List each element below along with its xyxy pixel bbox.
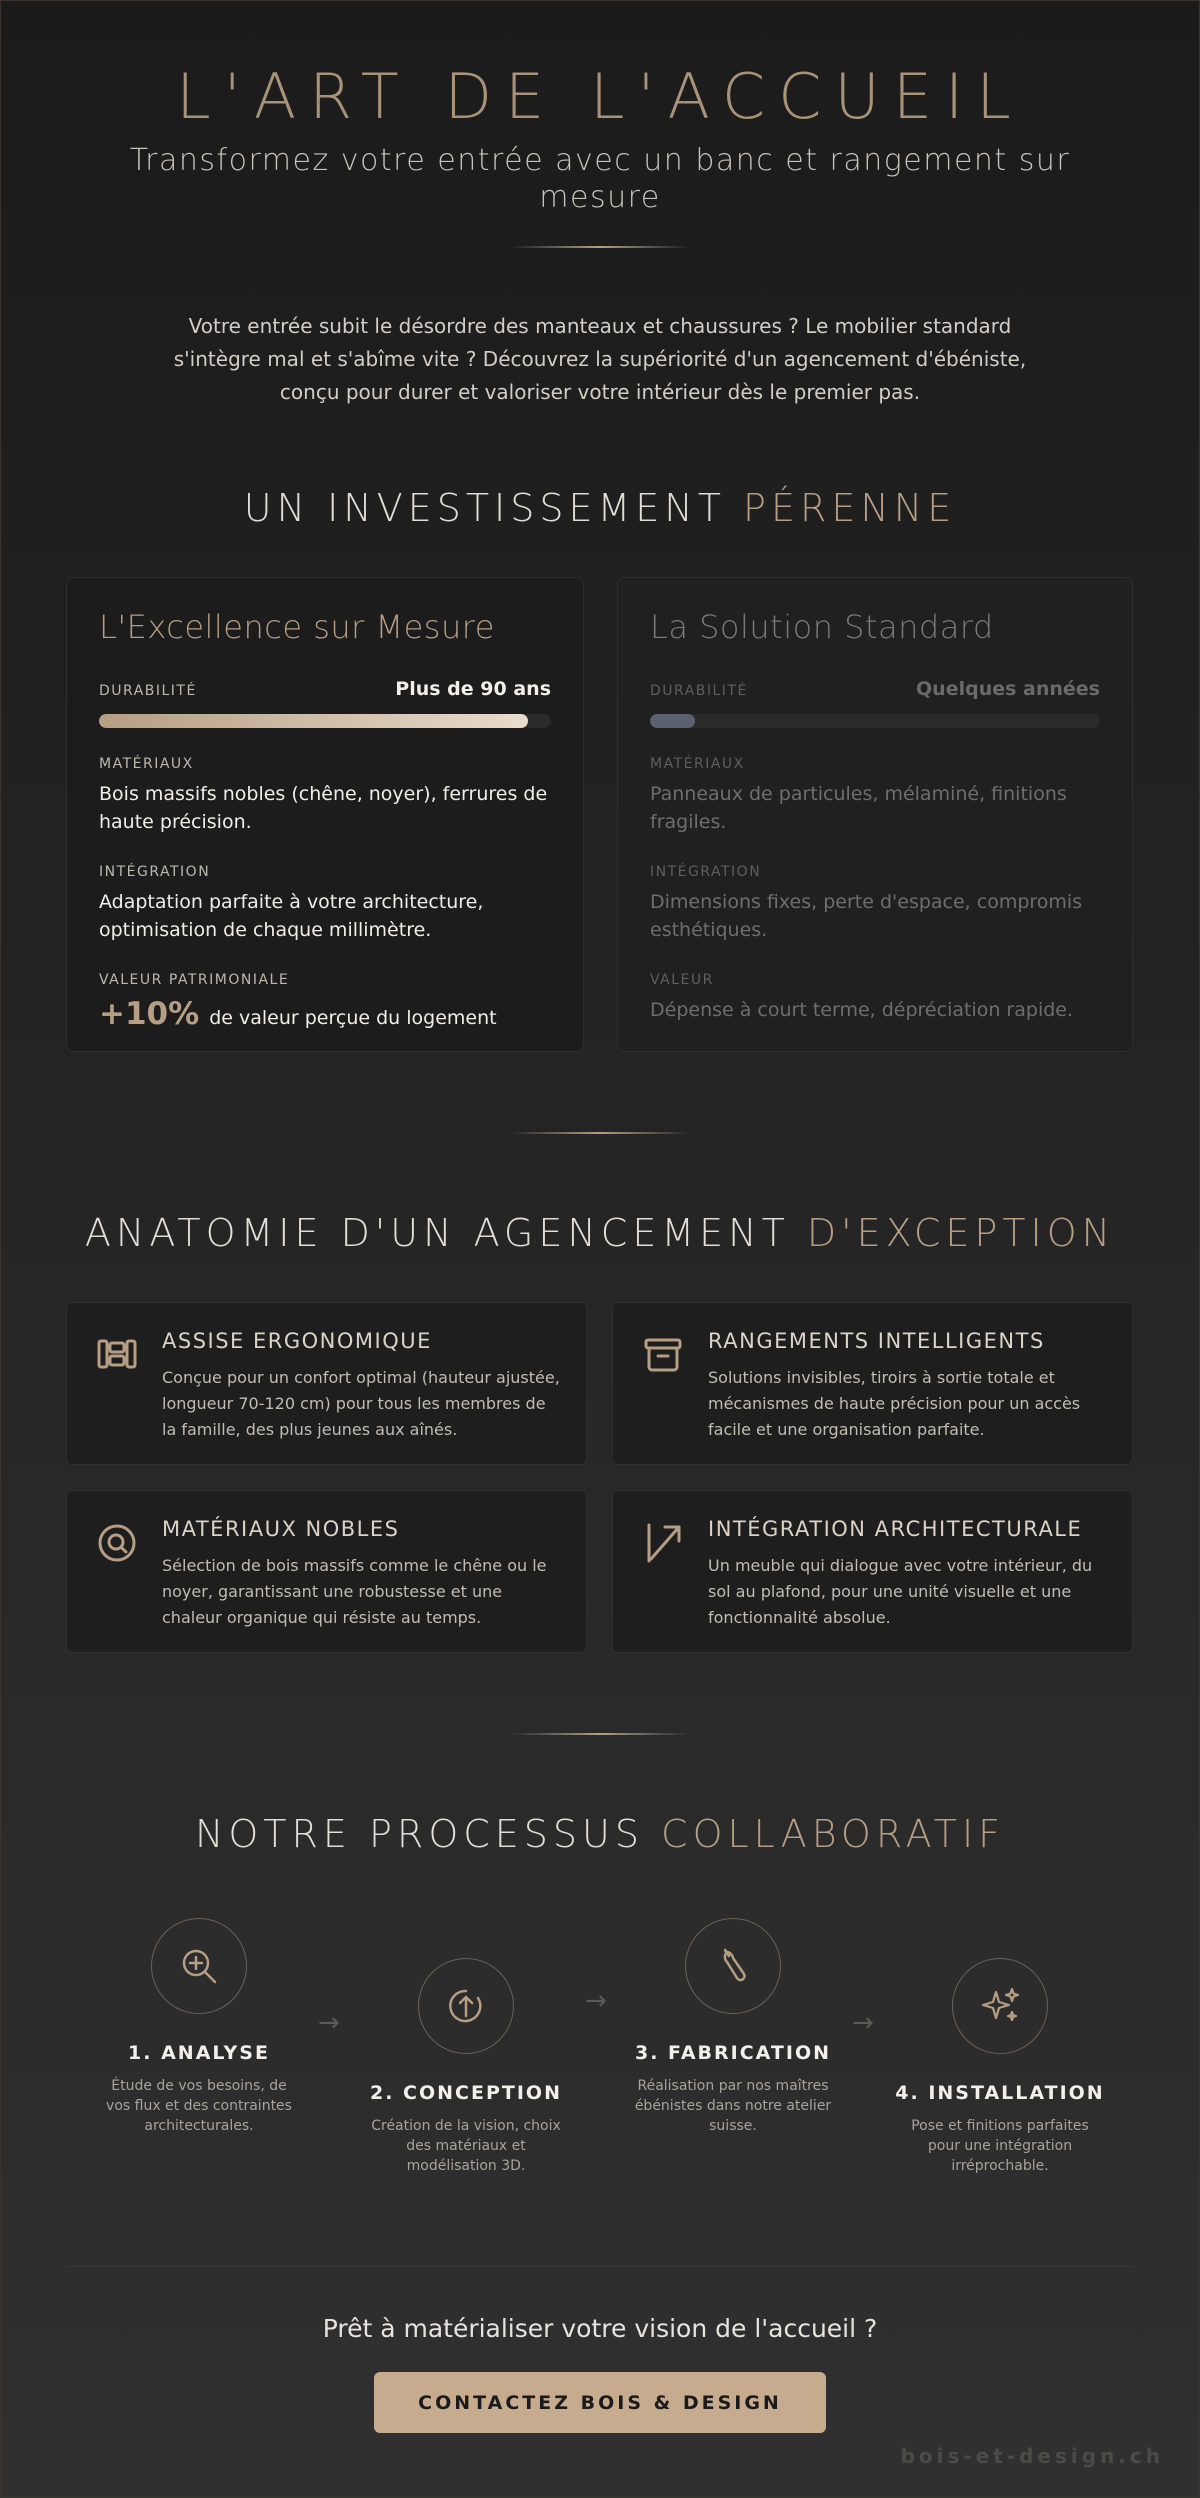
value-label: VALEUR xyxy=(650,972,714,988)
materials-label: MATÉRIAUX xyxy=(650,756,745,772)
step-text: Pose et finitions parfaites pour une intégration irréprochable. xyxy=(911,2118,1089,2174)
feature-card-storage xyxy=(612,1302,1133,1465)
integration-text: Dimensions fixes, perte d'espace, compromis esthétiques. xyxy=(650,891,1083,941)
step-text: Réalisation par nos maîtres ébénistes dans notre atelier suisse. xyxy=(634,2078,832,2134)
value-text: de valeur perçue du logement xyxy=(209,1007,497,1029)
durability-bar xyxy=(99,714,551,728)
durability-value: Plus de 90 ans xyxy=(395,678,551,700)
process-step-installation xyxy=(880,1958,1120,2176)
value-label: VALEUR PATRIMONIALE xyxy=(99,972,290,988)
section-title-accent: PÉRENNE xyxy=(743,486,957,530)
integration-label: INTÉGRATION xyxy=(99,864,211,880)
process-step-analysis xyxy=(79,1918,319,2136)
process-step-design xyxy=(346,1958,586,2176)
contact-button[interactable]: CONTACTEZ BOIS & DESIGN xyxy=(374,2372,826,2433)
page-title: L'ART DE L'ACCUEIL xyxy=(176,60,1024,133)
section-title-main: UN INVESTISSEMENT xyxy=(243,486,744,530)
page-subtitle: Transformez votre entrée avec un banc et rangement sur mesure xyxy=(129,143,1071,215)
step-title: 1. ANALYSE xyxy=(128,2042,270,2064)
materials-text: Bois massifs nobles (chêne, noyer), ferrures de haute précision. xyxy=(99,783,548,833)
divider xyxy=(510,246,690,248)
arrow-icon: → xyxy=(318,2008,340,2038)
section-title-main: NOTRE PROCESSUS xyxy=(194,1812,662,1856)
arrow-icon: → xyxy=(585,1986,607,2016)
step-title: 4. INSTALLATION xyxy=(895,2082,1105,2104)
circle-arrow-up-icon xyxy=(444,1984,488,2028)
section-title-accent: D'EXCEPTION xyxy=(806,1211,1116,1255)
cta-question: Prêt à matérialiser votre vision de l'accueil ? xyxy=(322,2314,878,2343)
zoom-in-icon xyxy=(177,1944,221,1988)
feature-text: Sélection de bois massifs comme le chêne ou le noyer, garantissant une robustesse et une chaleur organique qui résiste au temps. xyxy=(162,1556,547,1627)
excellence-card xyxy=(66,577,584,1052)
durability-bar-fill xyxy=(650,714,695,728)
wrench-icon xyxy=(711,1944,755,1988)
materials-text: Panneaux de particules, mélaminé, finitions fragiles. xyxy=(650,783,1067,833)
bench-icon xyxy=(95,1333,139,1377)
feature-text: Solutions invisibles, tiroirs à sortie totale et mécanismes de haute précision pour un accès facile et une organisation parfaite. xyxy=(708,1368,1081,1439)
durability-label: DURABILITÉ xyxy=(99,683,197,699)
intro-paragraph: Votre entrée subit le désordre des manteaux et chaussures ? Le mobilier standard s'intègre mal et s'abîme vite ? Découvrez la supériorité d'un agencement d'ébéniste, conçu pour durer et valoriser votre intérieur dès le premier pas. xyxy=(173,314,1027,404)
wood-grain-icon xyxy=(95,1521,139,1565)
integration-label: INTÉGRATION xyxy=(650,864,762,880)
step-title: 3. FABRICATION xyxy=(635,2042,831,2064)
feature-card-integration xyxy=(612,1490,1133,1653)
durability-bar-fill xyxy=(99,714,528,728)
feature-title: RANGEMENTS INTELLIGENTS xyxy=(708,1329,1045,1353)
integration-text: Adaptation parfaite à votre architecture, optimisation de chaque millimètre. xyxy=(99,891,484,941)
footer-url[interactable]: bois-et-design.ch xyxy=(900,2444,1164,2468)
standard-card xyxy=(617,577,1133,1052)
durability-label: DURABILITÉ xyxy=(650,683,748,699)
feature-title: INTÉGRATION ARCHITECTURALE xyxy=(708,1517,1083,1541)
sparkles-icon xyxy=(978,1984,1022,2028)
step-title: 2. CONCEPTION xyxy=(370,2082,562,2104)
step-text: Étude de vos besoins, de vos flux et des contraintes architecturales. xyxy=(106,2078,292,2134)
section-title-investment xyxy=(0,486,1200,530)
card-title: L'Excellence sur Mesure xyxy=(99,608,495,646)
feature-title: ASSISE ERGONOMIQUE xyxy=(162,1329,432,1353)
storage-box-icon xyxy=(641,1333,685,1377)
arrow-icon: → xyxy=(852,2008,874,2038)
section-title-main: ANATOMIE D'UN AGENCEMENT xyxy=(84,1211,807,1255)
durability-value: Quelques années xyxy=(916,678,1100,700)
feature-text: Conçue pour un confort optimal (hauteur ajustée, longueur 70-120 cm) pour tous les membres de la famille, des plus jeunes aux aînés. xyxy=(162,1368,560,1439)
section-title-accent: COLLABORATIF xyxy=(661,1812,1006,1856)
divider xyxy=(510,1733,690,1735)
feature-card-materials xyxy=(66,1490,587,1653)
process-step-fabrication xyxy=(613,1918,853,2136)
value-text: Dépense à court terme, dépréciation rapide. xyxy=(650,999,1074,1021)
divider xyxy=(510,1132,690,1134)
value-percentage: +10% xyxy=(99,996,200,1032)
section-title-process xyxy=(0,1812,1200,1856)
durability-bar xyxy=(650,714,1100,728)
expand-arrow-icon xyxy=(641,1521,685,1565)
feature-card-seating xyxy=(66,1302,587,1465)
section-title-anatomy xyxy=(0,1211,1200,1255)
materials-label: MATÉRIAUX xyxy=(99,756,194,772)
divider xyxy=(66,2266,1134,2267)
feature-title: MATÉRIAUX NOBLES xyxy=(162,1517,400,1541)
feature-text: Un meuble qui dialogue avec votre intérieur, du sol au plafond, pour une unité visuelle et une fonctionnalité absolue. xyxy=(708,1556,1093,1627)
card-title: La Solution Standard xyxy=(650,608,994,646)
step-text: Création de la vision, choix des matériaux et modélisation 3D. xyxy=(371,2118,561,2174)
